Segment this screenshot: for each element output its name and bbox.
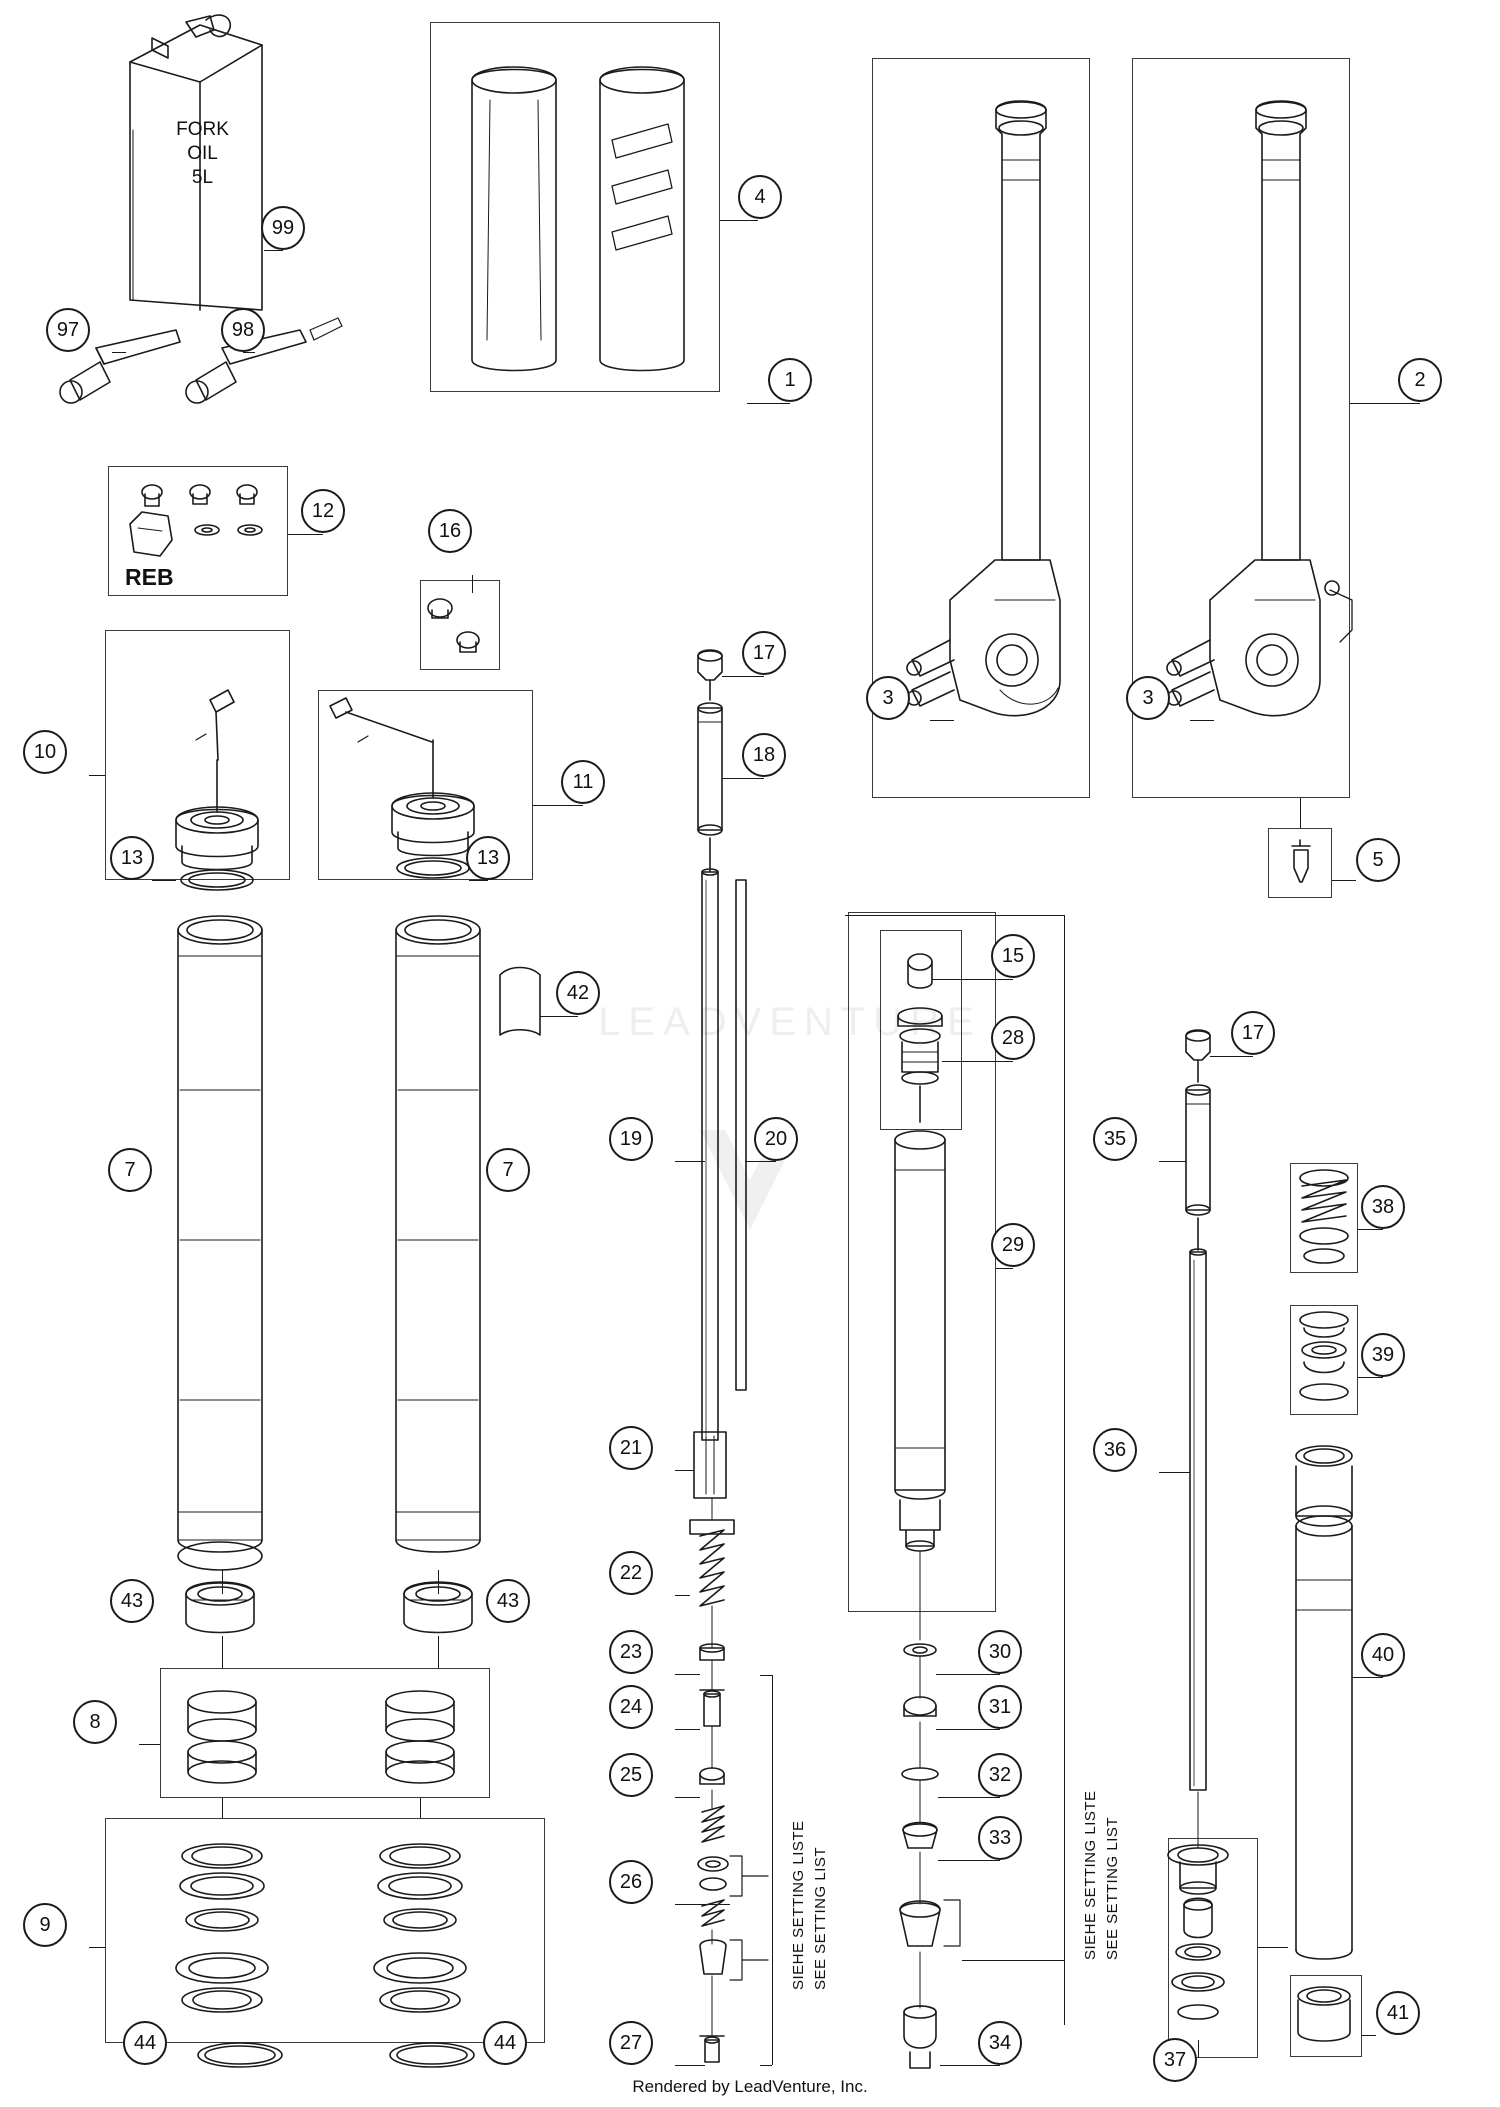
box-bottom-assy-37 — [1168, 1838, 1258, 2058]
callout-25[interactable]: 25 — [609, 1753, 653, 1797]
leader-line — [222, 1798, 223, 1818]
setting-bracket — [772, 1675, 773, 2065]
box-fork-guards-4 — [430, 22, 720, 392]
leader-line — [469, 880, 488, 881]
callout-39[interactable]: 39 — [1361, 1333, 1405, 1377]
leader-line — [930, 720, 954, 721]
callout-17[interactable]: 17 — [742, 631, 786, 675]
callout-35[interactable]: 35 — [1093, 1117, 1137, 1161]
callout-42[interactable]: 42 — [556, 971, 600, 1015]
callout-3[interactable]: 3 — [1126, 676, 1170, 720]
callout-30[interactable]: 30 — [978, 1630, 1022, 1674]
watermark-text: LEADVENTURE — [598, 1000, 982, 1044]
leader-line — [720, 220, 758, 221]
leader-line — [675, 1729, 700, 1730]
box-springs-38 — [1290, 1163, 1358, 1273]
leader-line — [675, 1595, 690, 1596]
leader-line — [1210, 1056, 1253, 1057]
leader-line — [675, 2065, 705, 2066]
callout-19[interactable]: 19 — [609, 1117, 653, 1161]
callout-24[interactable]: 24 — [609, 1685, 653, 1729]
callout-13[interactable]: 13 — [110, 836, 154, 880]
setting-bracket — [760, 2065, 772, 2066]
callout-10[interactable]: 10 — [23, 730, 67, 774]
callout-1[interactable]: 1 — [768, 358, 812, 402]
box-bleed-screw-5 — [1268, 828, 1332, 898]
callout-16[interactable]: 16 — [428, 509, 472, 553]
leader-line — [89, 775, 105, 776]
leader-line — [747, 403, 790, 404]
box-springs-39 — [1290, 1305, 1358, 1415]
callout-29[interactable]: 29 — [991, 1223, 1035, 1267]
callout-18[interactable]: 18 — [742, 733, 786, 777]
leader-line — [675, 1904, 730, 1905]
leader-line — [942, 1061, 1013, 1062]
setting-bracket — [1064, 915, 1065, 2025]
footer-credit: Rendered by LeadVenture, Inc. — [632, 2077, 868, 2096]
leader-line — [1300, 798, 1301, 828]
leader-line — [940, 2065, 1000, 2066]
callout-36[interactable]: 36 — [1093, 1428, 1137, 1472]
callout-41[interactable]: 41 — [1376, 1991, 1420, 2035]
callout-12[interactable]: 12 — [301, 489, 345, 533]
callout-43[interactable]: 43 — [486, 1579, 530, 1623]
callout-7[interactable]: 7 — [108, 1148, 152, 1192]
callout-34[interactable]: 34 — [978, 2021, 1022, 2065]
leader-line — [1362, 2035, 1376, 2036]
setting-list-left-de: SIEHE SETTING LISTE — [790, 1820, 807, 1990]
setting-list-left-en: SEE SETTING LIST — [812, 1846, 829, 1990]
leader-line — [540, 1016, 578, 1017]
leader-line — [243, 352, 255, 353]
leader-line — [1358, 1377, 1383, 1378]
leader-line — [675, 1470, 694, 1471]
callout-44[interactable]: 44 — [123, 2021, 167, 2065]
leader-line — [438, 1636, 439, 1668]
callout-98[interactable]: 98 — [221, 308, 265, 352]
callout-40[interactable]: 40 — [1361, 1633, 1405, 1677]
callout-7[interactable]: 7 — [486, 1148, 530, 1192]
callout-44[interactable]: 44 — [483, 2021, 527, 2065]
box-piston-inner-28 — [880, 930, 962, 1130]
callout-32[interactable]: 32 — [978, 1753, 1022, 1797]
fork-oil-label: FORK OIL 5L — [176, 119, 229, 188]
box-seal-kit-8 — [160, 1668, 490, 1798]
callout-33[interactable]: 33 — [978, 1816, 1022, 1860]
callout-20[interactable]: 20 — [754, 1117, 798, 1161]
leader-line — [222, 1570, 223, 1594]
leader-line — [420, 1798, 421, 1818]
setting-list-right-de: SIEHE SETTING LISTE — [1082, 1790, 1099, 1960]
leader-line — [139, 1744, 160, 1745]
leader-line — [1332, 880, 1356, 881]
callout-22[interactable]: 22 — [609, 1551, 653, 1595]
box-seal-kit-9 — [105, 1818, 545, 2043]
callout-5[interactable]: 5 — [1356, 838, 1400, 882]
callout-9[interactable]: 9 — [23, 1903, 67, 1947]
leader-line — [89, 1947, 105, 1948]
leader-line — [288, 534, 323, 535]
leader-line — [722, 676, 764, 677]
setting-list-right-en: SEE SETTING LIST — [1104, 1816, 1121, 1960]
leader-line — [222, 1636, 223, 1668]
callout-31[interactable]: 31 — [978, 1685, 1022, 1729]
leader-line — [1352, 1677, 1383, 1678]
callout-37[interactable]: 37 — [1153, 2038, 1197, 2082]
leader-line — [1159, 1161, 1186, 1162]
leader-line — [533, 805, 583, 806]
reb-label: REB — [125, 564, 174, 590]
callout-11[interactable]: 11 — [561, 760, 605, 804]
leader-line — [675, 1797, 700, 1798]
leader-line — [112, 352, 126, 353]
callout-28[interactable]: 28 — [991, 1016, 1035, 1060]
callout-27[interactable]: 27 — [609, 2021, 653, 2065]
callout-8[interactable]: 8 — [73, 1700, 117, 1744]
leader-line — [675, 1161, 705, 1162]
leader-line — [675, 1674, 700, 1675]
callout-4[interactable]: 4 — [738, 175, 782, 219]
setting-bracket — [760, 1675, 772, 1676]
leader-line — [438, 1570, 439, 1594]
callout-38[interactable]: 38 — [1361, 1185, 1405, 1229]
leader-line — [264, 250, 283, 251]
leader-line — [472, 575, 473, 593]
leader-line — [1350, 403, 1420, 404]
leader-line — [936, 1674, 1000, 1675]
leader-line — [1159, 1472, 1190, 1473]
leader-line — [1258, 1947, 1288, 1948]
leader-line — [996, 1268, 1013, 1269]
callout-43[interactable]: 43 — [110, 1579, 154, 1623]
leader-line — [938, 1797, 1000, 1798]
callout-23[interactable]: 23 — [609, 1630, 653, 1674]
setting-bracket — [845, 915, 1064, 916]
callout-15[interactable]: 15 — [991, 934, 1035, 978]
leader-line — [152, 880, 176, 881]
leader-line — [722, 778, 764, 779]
callout-13[interactable]: 13 — [466, 836, 510, 880]
leader-line — [936, 1729, 1000, 1730]
setting-bracket — [962, 1960, 1064, 1961]
callout-99[interactable]: 99 — [261, 206, 305, 250]
leader-line — [938, 1860, 1000, 1861]
callout-17[interactable]: 17 — [1231, 1011, 1275, 1055]
callout-97[interactable]: 97 — [46, 308, 90, 352]
leader-line — [1358, 1229, 1383, 1230]
leader-line — [1198, 2040, 1199, 2058]
leader-line — [932, 979, 1013, 980]
box-cap-41 — [1290, 1975, 1362, 2057]
callout-21[interactable]: 21 — [609, 1426, 653, 1470]
callout-26[interactable]: 26 — [609, 1860, 653, 1904]
callout-2[interactable]: 2 — [1398, 358, 1442, 402]
leader-line — [1190, 720, 1214, 721]
callout-3[interactable]: 3 — [866, 676, 910, 720]
box-small-parts-16 — [420, 580, 500, 670]
leader-line — [745, 1161, 776, 1162]
